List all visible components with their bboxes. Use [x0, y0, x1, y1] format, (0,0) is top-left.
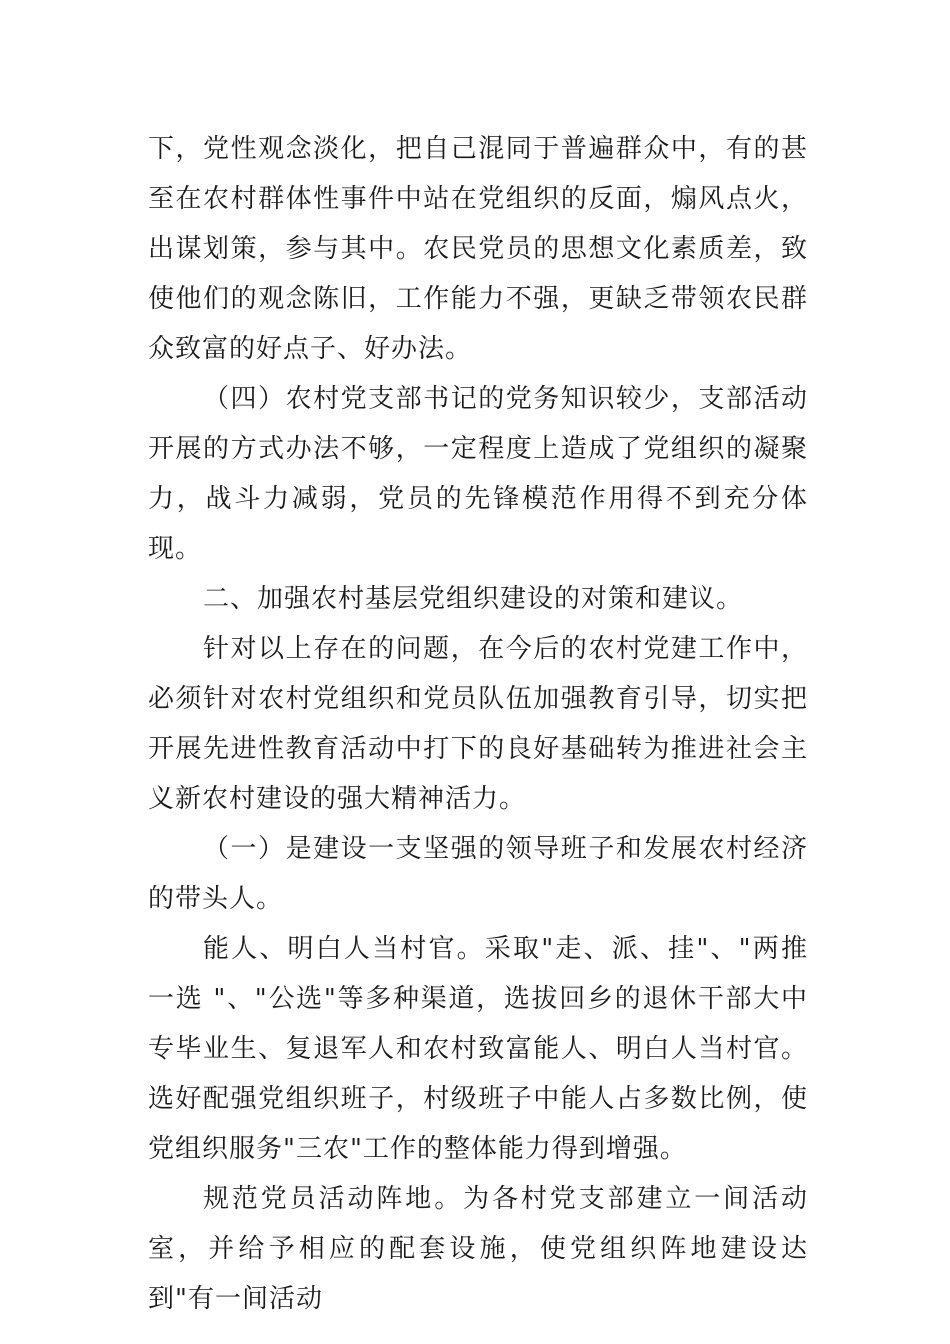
- document-body: [148, 124, 808, 1324]
- paragraph-intro: 针对以上存在的问题，在今后的农村党建工作中，必须针对农村党组织和党员队伍加强教育引导，切实把开展先进性教育活动中打下的良好基础转为推进社会主义新农村建设的强大精神活力。: [148, 634, 808, 814]
- paragraph-item-four: （四）农村党支部书记的党务知识较少，支部活动开展的方式办法不够，一定程度上造成了党组织的凝聚力，战斗力减弱，党员的先锋模范作用得不到充分体现。: [148, 384, 808, 564]
- section-heading-two: 二、加强农村基层党组织建设的对策和建议。: [203, 584, 744, 614]
- paragraph-continuation: 下，党性观念淡化，把自己混同于普遍群众中，有的甚至在农村群体性事件中站在党组织的反面，煽风点火，出谋划策，参与其中。农民党员的思想文化素质差，致使他们的观念陈旧，工作能力不强，更缺乏带领农民群众致富的好点子、好办法。: [148, 134, 808, 364]
- paragraph-activity-venue: 规范党员活动阵地。为各村党支部建立一间活动室，并给予相应的配套设施，使党组织阵地建设达到"有一间活动: [148, 1184, 808, 1314]
- paragraph-village-officials: 能人、明白人当村官。采取"走、派、挂"、"两推一选 "、"公选"等多种渠道，选拔回乡的退休干部大中专毕业生、复退军人和农村致富能人、明白人当村官。选好配强党组织班子，村级班子中能人占多数比例，使党组织服务"三农"工作的整体能力得到增强。: [148, 934, 808, 1164]
- paragraph-item-one: （一）是建设一支坚强的领导班子和发展农村经济的带头人。: [148, 834, 808, 914]
